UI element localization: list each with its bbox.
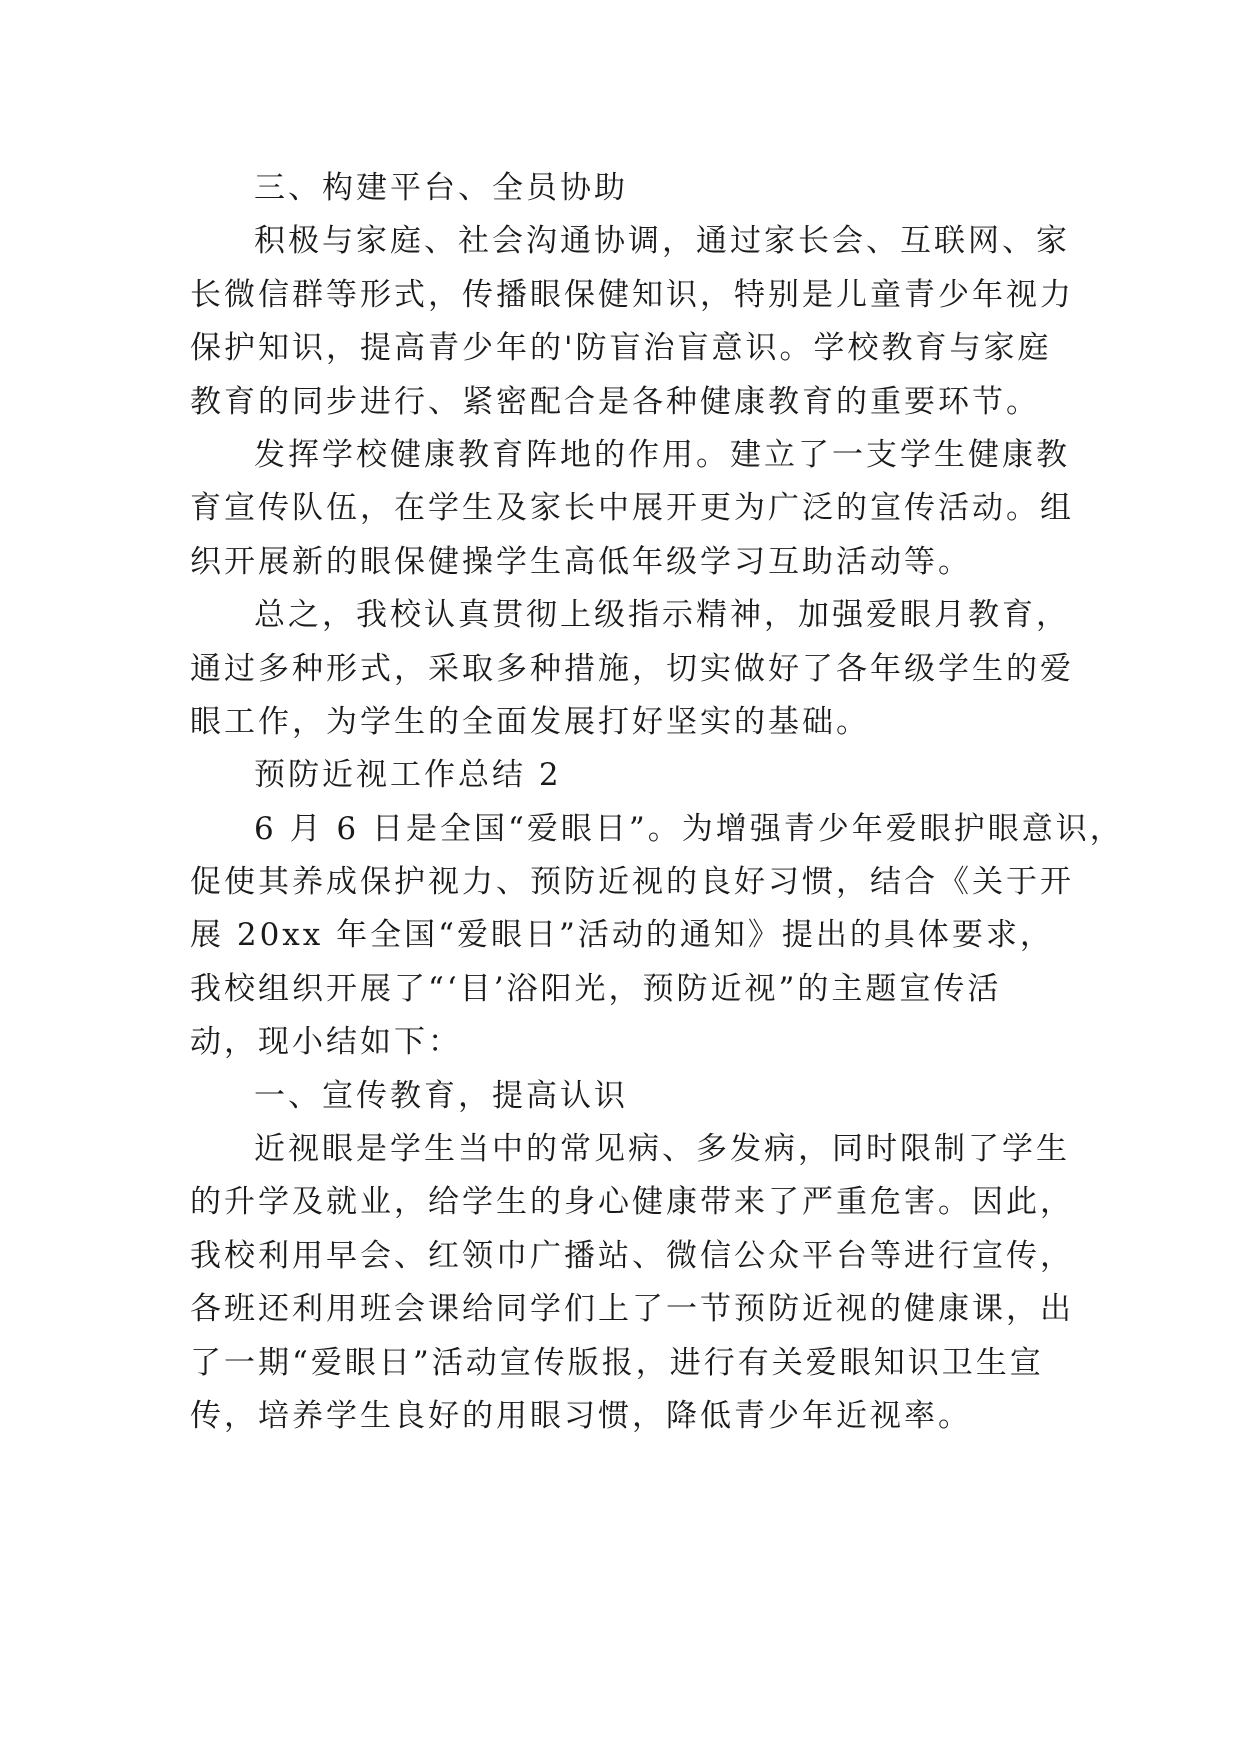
text-line: 积极与家庭、社会沟通协调，通过家长会、互联网、家 — [254, 223, 1070, 260]
text-line: 传，培养学生良好的用眼习惯，降低青少年近视率。 — [190, 1397, 972, 1434]
document-body — [190, 162, 1124, 1443]
text-line: 育宣传队伍，在学生及家长中展开更为广泛的宣传活动。组 — [190, 490, 1074, 527]
text-line: 织开展新的眼保健操学生高低年级学习互助活动等。 — [190, 543, 972, 580]
text-line: 总之，我校认真贯彻上级指示精神，加强爱眼月教育， — [254, 597, 1070, 634]
text-line: 通过多种形式，采取多种措施，切实做好了各年级学生的爱 — [190, 650, 1074, 687]
text-line: 了一期“爱眼日”活动宣传版报，进行有关爱眼知识卫生宣 — [190, 1344, 1044, 1381]
text-line: 长微信群等形式，传播眼保健知识，特别是儿童青少年视力 — [190, 276, 1074, 313]
text-line: 展 20xx 年全国“爱眼日”活动的通知》提出的具体要求， — [190, 917, 1054, 954]
text-line: 的升学及就业，给学生的身心健康带来了严重危害。因此， — [190, 1184, 1074, 1221]
text-line: 我校组织开展了“‘目’浴阳光，预防近视”的主题宣传活 — [190, 970, 1002, 1007]
text-line: 三、构建平台、全员协助 — [254, 170, 628, 206]
text-line: 教育的同步进行、紧密配合是各种健康教育的重要环节。 — [190, 383, 1040, 420]
text-line: 发挥学校健康教育阵地的作用。建立了一支学生健康教 — [254, 436, 1070, 473]
text-line: 动，现小结如下： — [190, 1024, 462, 1061]
text-line: 我校利用早会、红领巾广播站、微信公众平台等进行宣传， — [190, 1237, 1074, 1274]
text-line: 保护知识，提高青少年的'防盲治盲意识。学校教育与家庭 — [190, 330, 1052, 367]
text-line: 眼工作，为学生的全面发展打好坚实的基础。 — [190, 703, 870, 740]
text-line: 各班还利用班会课给同学们上了一节预防近视的健康课，出 — [190, 1291, 1074, 1328]
text-line: 近视眼是学生当中的常见病、多发病，同时限制了学生 — [254, 1131, 1070, 1168]
text-line: 促使其养成保护视力、预防近视的良好习惯，结合《关于开 — [190, 864, 1074, 901]
text-line: 6 月 6 日是全国“爱眼日”。为增强青少年爱眼护眼意识， — [254, 810, 1124, 847]
text-line: 预防近视工作总结 2 — [254, 757, 562, 794]
text-line: 一、宣传教育，提高认识 — [254, 1077, 628, 1114]
